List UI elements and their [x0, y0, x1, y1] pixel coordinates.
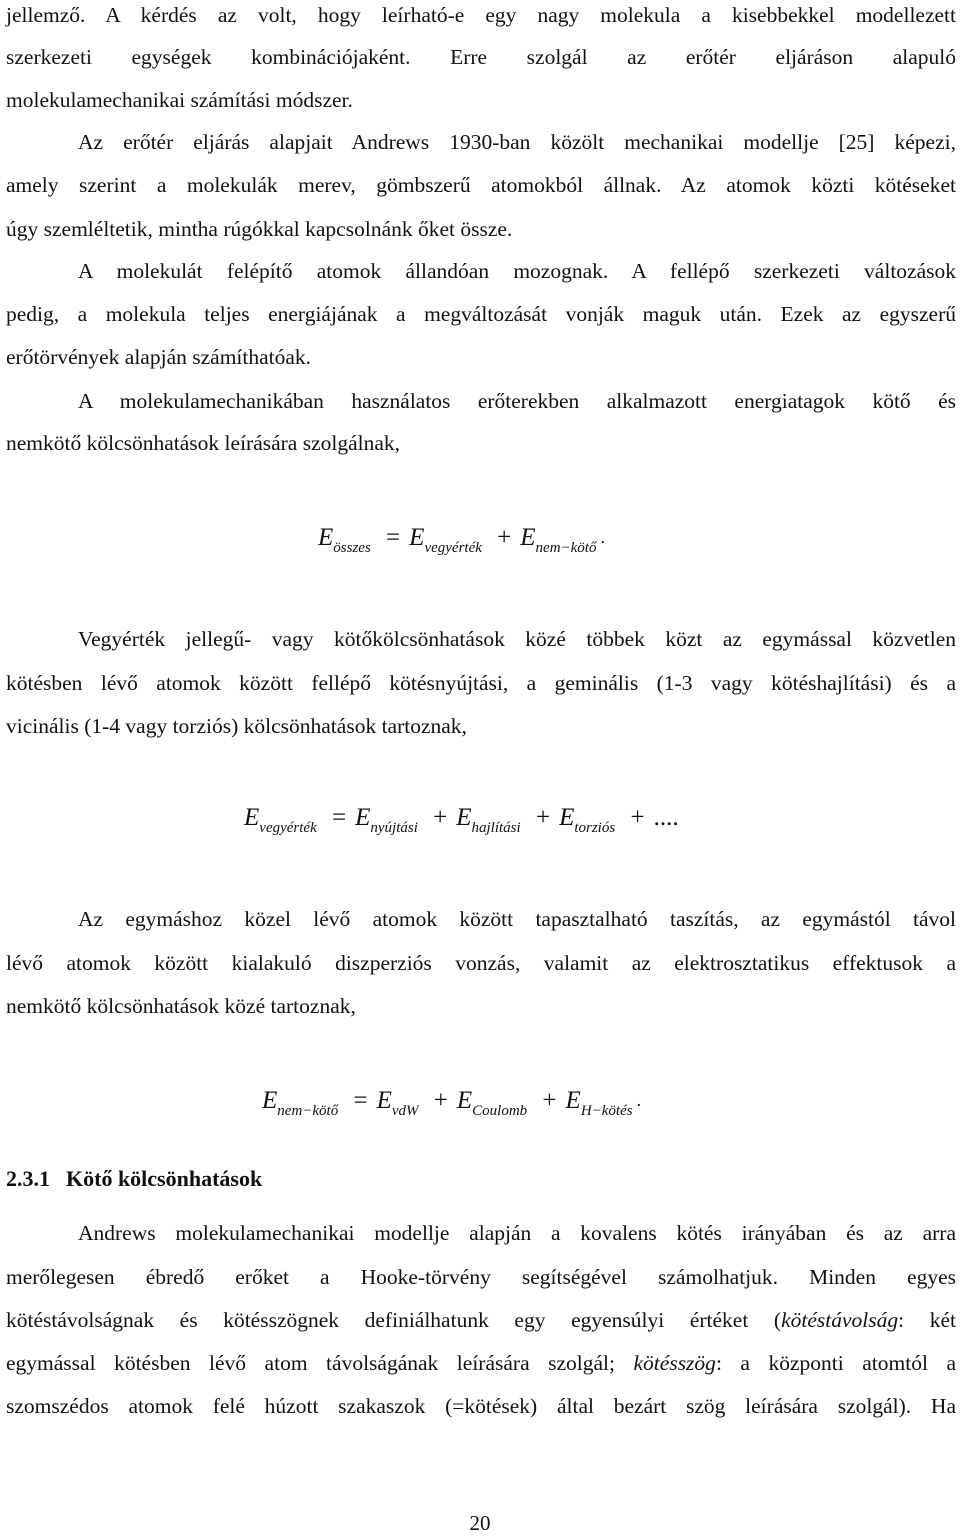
paragraph-7-line-5: szomszédos atomok felé húzott szakaszok (=kötések) által bezárt szög leírására szolgál). Ha	[6, 1394, 956, 1418]
paragraph-5-line-3: vicinális (1-4 vagy torziós) kölcsönhatások tartoznak,	[6, 714, 467, 738]
paragraph-6-line-2: lévő atomok között kialakuló diszperziós vonzás, valamit az elektrosztatikus effektusok a	[6, 951, 956, 975]
paragraph-2-line-3: úgy szemléltetik, mintha rúgókkal kapcsolnánk őket össze.	[6, 217, 513, 241]
paragraph-7-line-4-text-a: egymással kötésben lévő atom távolságának leírására szolgál;	[6, 1351, 634, 1375]
eq2-plus-1: +	[433, 804, 448, 831]
eq3-plus-1: +	[433, 1087, 448, 1114]
paragraph-7-line-3-text-a: kötéstávolságnak és kötésszögnek definiálhatunk egy egyensúlyi értéket (	[6, 1308, 782, 1332]
paragraph-2-line-2: amely szerint a molekulák merev, gömbszerű atomokból állnak. Az atomok közti kötéseket	[6, 173, 956, 197]
equation-nonbonded-energy	[262, 1085, 642, 1119]
eq3-lhs-symbol: E	[262, 1087, 278, 1114]
eq1-lhs-symbol: E	[318, 524, 334, 551]
section-number: 2.3.1	[6, 1166, 50, 1191]
eq1-term1-symbol: E	[409, 524, 425, 551]
eq1-end-period: .	[600, 527, 605, 547]
paragraph-7-line-4-text-b: : a központi atomtól a	[715, 1351, 956, 1375]
eq3-term2-symbol: E	[456, 1087, 473, 1114]
eq2-term1-symbol: E	[355, 804, 371, 831]
eq3-term2-subscript: Coulomb	[472, 1103, 528, 1119]
paragraph-7-line-4	[6, 1348, 956, 1378]
eq3-term3-subscript: H−kötés	[580, 1103, 633, 1119]
paragraph-7-line-3	[6, 1305, 956, 1335]
paragraph-3-line-1: A molekulát felépítő atomok állandóan mozognak. A fellépő szerkezeti változások	[78, 259, 956, 283]
section-title: Kötő kölcsönhatások	[66, 1166, 263, 1191]
paragraph-3-line-2: pedig, a molekula teljes energiájának a megváltozását vonják maguk után. Ezek az egyszerű	[6, 302, 956, 326]
eq2-plus-3: +	[630, 804, 645, 831]
eq2-term2-symbol: E	[456, 804, 472, 831]
paragraph-4-line-2: nemkötő kölcsönhatások leírására szolgálnak,	[6, 431, 401, 455]
eq3-plus-2: +	[542, 1087, 557, 1114]
eq3-term1-subscript: vdW	[391, 1103, 419, 1119]
eq1-term2-symbol: E	[520, 524, 536, 551]
paragraph-7-line-3-text-b: : két	[898, 1308, 956, 1332]
section-heading	[6, 1163, 262, 1195]
paragraph-6-line-1: Az egymáshoz közel lévő atomok között tapasztalható taszítás, az egymástól távol	[78, 907, 956, 931]
eq2-term2-subscript: hajlítási	[471, 820, 521, 836]
paragraph-1-line-1: jellemző. A kérdés az volt, hogy leírható-e egy nagy molekula a kisebbekkel modellezett	[6, 3, 956, 27]
paragraph-7-line-1: Andrews molekulamechanikai modellje alapján a kovalens kötés irányában és az arra	[78, 1221, 956, 1245]
eq3-term3-symbol: E	[565, 1087, 581, 1114]
eq3-end-period: .	[636, 1090, 642, 1110]
eq2-term3-subscript: torziós	[574, 820, 616, 836]
eq1-plus-1: +	[497, 524, 512, 551]
eq2-equals: =	[331, 804, 347, 831]
eq1-term2-subscript: nem−kötő	[535, 540, 597, 556]
eq2-term1-subscript: nyújtási	[370, 820, 418, 836]
eq2-end-period: .	[672, 804, 679, 831]
eq2-ellipsis: ...	[653, 804, 673, 831]
eq1-term1-subscript: vegyérték	[424, 540, 482, 556]
paragraph-1-line-3: molekulamechanikai számítási módszer.	[6, 88, 353, 112]
eq3-equals: =	[353, 1087, 368, 1114]
paragraph-5-line-1: Vegyérték jellegű- vagy kötőkölcsönhatások közé többek közt az egymással közvetlen	[78, 627, 956, 651]
eq1-equals: =	[386, 524, 401, 551]
paragraph-6-line-3: nemkötő kölcsönhatások közé tartoznak,	[6, 994, 356, 1018]
paragraph-4-line-1: A molekulamechanikában használatos erőterekben alkalmazott energiatagok kötő és	[78, 389, 956, 413]
term-kotestavolsag: kötéstávolság	[781, 1308, 899, 1332]
eq2-term3-symbol: E	[559, 804, 575, 831]
paragraph-3-line-3: erőtörvények alapján számíthatóak.	[6, 345, 312, 369]
eq3-term1-symbol: E	[376, 1087, 392, 1114]
equation-valence-energy	[244, 803, 679, 836]
eq2-lhs-subscript: vegyérték	[259, 820, 317, 836]
eq1-lhs-subscript: összes	[333, 540, 371, 556]
eq2-plus-2: +	[535, 804, 551, 831]
paragraph-2-line-1: Az erőtér eljárás alapjait Andrews 1930-ban közölt mechanikai modellje [25] képezi,	[78, 130, 956, 154]
paragraph-1-line-2: szerkezeti egységek kombinációjaként. Erre szolgál az erőtér eljáráson alapuló	[6, 45, 956, 69]
eq2-lhs-symbol: E	[244, 804, 260, 831]
paragraph-7-line-2: merőlegesen ébredő erőket a Hooke-törvény segítségével számolhatjuk. Minden egyes	[6, 1265, 956, 1289]
term-kotesszog: kötésszög	[633, 1351, 716, 1375]
eq3-lhs-subscript: nem−kötő	[277, 1103, 339, 1119]
equation-total-energy	[318, 522, 605, 556]
paragraph-5-line-2: kötésben lévő atomok között fellépő kötésnyújtási, a geminális (1-3 vagy kötéshajlítási) és a	[6, 671, 956, 695]
page-number: 20	[469, 1511, 491, 1535]
